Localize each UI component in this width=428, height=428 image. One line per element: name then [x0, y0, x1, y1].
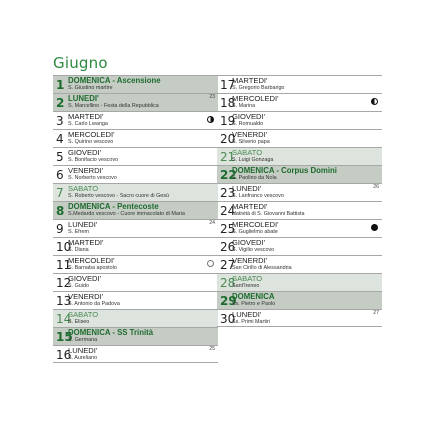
saint-name: S. Gregorio Barbarigo: [232, 85, 285, 91]
moon-phase-new-icon: [371, 224, 378, 231]
saint-name: San Cirillo di Alessandria: [232, 265, 292, 271]
day-row: [217, 129, 382, 147]
day-number: 5: [56, 150, 64, 164]
day-name: DOMENICA - SS Trinità: [68, 328, 154, 337]
calendar-column-left: [53, 75, 218, 363]
day-row: [217, 273, 382, 291]
moon-phase-first-icon: [207, 116, 214, 123]
saint-name: S. Guido: [68, 283, 89, 289]
day-name: GIOVEDI': [232, 112, 266, 121]
day-number: 18: [220, 96, 236, 110]
day-number: 6: [56, 168, 64, 182]
day-row: [217, 291, 382, 309]
day-row: [217, 255, 382, 273]
day-number: 28: [220, 276, 236, 290]
day-number: 15: [56, 330, 73, 344]
day-name: SABATO: [232, 148, 263, 157]
saint-name: S. Giustino martire: [68, 85, 113, 91]
day-name: VENERDI': [68, 166, 104, 175]
day-name: GIOVEDI': [68, 274, 102, 283]
day-row: [53, 237, 218, 255]
day-name: SABATO: [232, 274, 263, 283]
day-number: 10: [56, 240, 72, 254]
saint-name: S. Romualdo: [232, 121, 264, 127]
moon-phase-last-icon: [371, 98, 378, 105]
week-number: 27: [373, 310, 379, 316]
week-number: 23: [209, 94, 215, 100]
day-number: 4: [56, 132, 64, 146]
day-row: [217, 93, 382, 111]
saint-name: S. Barnaba apostolo: [68, 265, 117, 271]
saint-name: S. Carlo Lwanga: [68, 121, 108, 127]
day-number: 2: [56, 96, 65, 110]
day-name: SABATO: [68, 310, 99, 319]
week-number: 26: [373, 184, 379, 190]
day-row: [53, 93, 218, 111]
day-number: 29: [220, 294, 237, 308]
day-name: GIOVEDI': [68, 148, 102, 157]
day-row: [217, 219, 382, 237]
day-row: [217, 165, 382, 183]
day-number: 19: [220, 114, 236, 128]
day-number: 7: [56, 186, 64, 200]
day-name: VENERDI': [232, 130, 268, 139]
day-row: [53, 219, 218, 237]
day-name: GIOVEDI': [232, 238, 266, 247]
day-number: 23: [220, 186, 236, 200]
day-row: [217, 309, 382, 327]
day-name: SABATO: [68, 184, 99, 193]
day-row: [53, 345, 218, 363]
day-number: 20: [220, 132, 236, 146]
day-number: 21: [220, 150, 236, 164]
day-name: LUNEDI': [232, 310, 262, 319]
day-row: [53, 201, 218, 219]
calendar-column-right: [217, 75, 382, 327]
day-name: MARTEDI': [232, 76, 268, 85]
saint-name: S. Quirino vescovo: [68, 139, 114, 145]
day-name: DOMENICA - Ascensione: [68, 76, 161, 85]
day-number: 27: [220, 258, 236, 272]
saint-name: Ss. Pietro e Paolo: [232, 301, 276, 307]
saint-name: S. Bonifacio vescovo: [68, 157, 119, 163]
day-name: MARTEDI': [68, 238, 104, 247]
saint-name: S. Eliseo: [68, 319, 90, 325]
day-number: 13: [56, 294, 72, 308]
saint-name: S. Marcellino - Festa della Repubblica: [68, 103, 159, 109]
day-name: MARTEDI': [232, 202, 268, 211]
saint-name: S. Roberto vescovo - Sacro cuore di Gesù: [68, 193, 169, 199]
week-number: 24: [209, 220, 215, 226]
saint-name: S. Guglielmo abate: [232, 229, 278, 235]
day-number: 12: [56, 276, 72, 290]
day-row: [217, 147, 382, 165]
day-name: LUNEDI': [232, 184, 262, 193]
day-name: MERCOLEDI': [68, 130, 115, 139]
month-title: Giugno: [53, 54, 108, 72]
day-row: [53, 309, 218, 327]
day-row: [217, 183, 382, 201]
day-row: [217, 75, 382, 93]
day-name: DOMENICA - Corpus Domini: [232, 166, 337, 175]
saint-name: S. Germana: [68, 337, 98, 343]
day-name: LUNEDI': [68, 94, 99, 103]
day-name: VENERDI': [232, 256, 268, 265]
saint-name: Ss. Primi Martiri: [232, 319, 271, 325]
week-number: 25: [209, 346, 215, 352]
day-name: DOMENICA - Pentecoste: [68, 202, 159, 211]
day-row: [53, 255, 218, 273]
day-number: 8: [56, 204, 65, 218]
saint-name: S. Diana: [68, 247, 89, 253]
day-row: [53, 75, 218, 93]
saint-name: Sant'Ireneo: [232, 283, 260, 289]
day-name: MERCOLEDI': [232, 94, 279, 103]
day-row: [217, 111, 382, 129]
moon-phase-full-icon: [207, 260, 214, 267]
saint-name: S. Aureliano: [68, 355, 98, 361]
day-name: VENERDI': [68, 292, 104, 301]
day-number: 1: [56, 78, 65, 92]
day-name: LUNEDI': [68, 346, 98, 355]
saint-name: S. Silverio papa: [232, 139, 270, 145]
day-number: 30: [220, 312, 236, 326]
day-number: 16: [56, 348, 72, 362]
day-name: MERCOLEDI': [232, 220, 279, 229]
saint-name: S. Paolino da Nola: [232, 175, 277, 181]
saint-name: S. Efrem: [68, 229, 89, 235]
day-row: [53, 129, 218, 147]
day-name: MARTEDI': [68, 112, 104, 121]
day-number: 24: [220, 204, 236, 218]
saint-name: S. Vigilio vescovo: [232, 247, 275, 253]
day-row: [53, 291, 218, 309]
saint-name: S.Medardo vescovo - Cuore immacolato di Maria: [68, 211, 185, 217]
day-row: [53, 273, 218, 291]
day-number: 9: [56, 222, 64, 236]
day-row: [53, 111, 218, 129]
day-number: 3: [56, 114, 64, 128]
day-number: 17: [220, 78, 236, 92]
day-number: 11: [56, 258, 72, 272]
day-name: LUNEDI': [68, 220, 98, 229]
day-row: [53, 183, 218, 201]
day-row: [53, 165, 218, 183]
day-row: [53, 327, 218, 345]
saint-name: S. Luigi Gonzaga: [232, 157, 274, 163]
saint-name: S. Marina: [232, 103, 256, 109]
saint-name: S. Lanfranco vescovo: [232, 193, 284, 199]
day-number: 26: [220, 240, 236, 254]
day-number: 14: [56, 312, 72, 326]
day-number: 22: [220, 168, 237, 182]
saint-name: S. Antonio da Padova: [68, 301, 120, 307]
saint-name: S. Norberto vescovo: [68, 175, 117, 181]
day-name: MERCOLEDI': [68, 256, 115, 265]
day-number: 25: [220, 222, 236, 236]
day-row: [217, 237, 382, 255]
saint-name: Natività di S. Giovanni Battista: [232, 211, 305, 217]
day-row: [217, 201, 382, 219]
day-row: [53, 147, 218, 165]
day-name: DOMENICA: [232, 292, 275, 301]
